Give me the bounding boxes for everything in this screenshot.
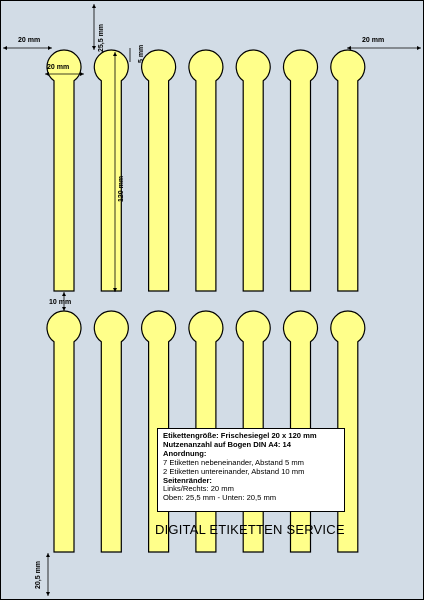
info-line-arrangement-heading: Anordnung: [163,448,207,458]
top-margin-label: 25,5 mm [98,23,105,52]
info-line-columns: 7 Etiketten nebeneinander, Abstand 5 mm [163,457,305,467]
length-label: 120 mm [118,175,125,202]
info-line-margins-tb: Oben: 25,5 mm - Unten: 20,5 mm [163,493,277,503]
gap-horizontal-label: 5 mm [138,44,145,63]
right-margin-label: 20 mm [362,37,385,44]
info-line-size: Etikettengröße: Frischesiegel 20 x 120 mm [163,431,317,440]
bottom-margin-label: 20,5 mm [35,560,42,589]
footer-brand: DIGITAL ETIKETTEN SERVICE [155,522,345,537]
left-margin-label: 20 mm [18,37,41,44]
info-line-rows: 2 Etiketten untereinander, Abstand 10 mm [163,466,305,476]
info-line-margins-heading: Seitenränder: [163,475,212,485]
info-box [157,428,345,512]
gap-vertical-label: 10 mm [49,299,72,306]
info-line-count: Nutzenanzahl auf Bogen DIN A4: 14 [163,439,291,449]
head-diameter-label: 20 mm [47,64,70,71]
info-line-margins-lr: Links/Rechts: 20 mm [163,484,234,494]
